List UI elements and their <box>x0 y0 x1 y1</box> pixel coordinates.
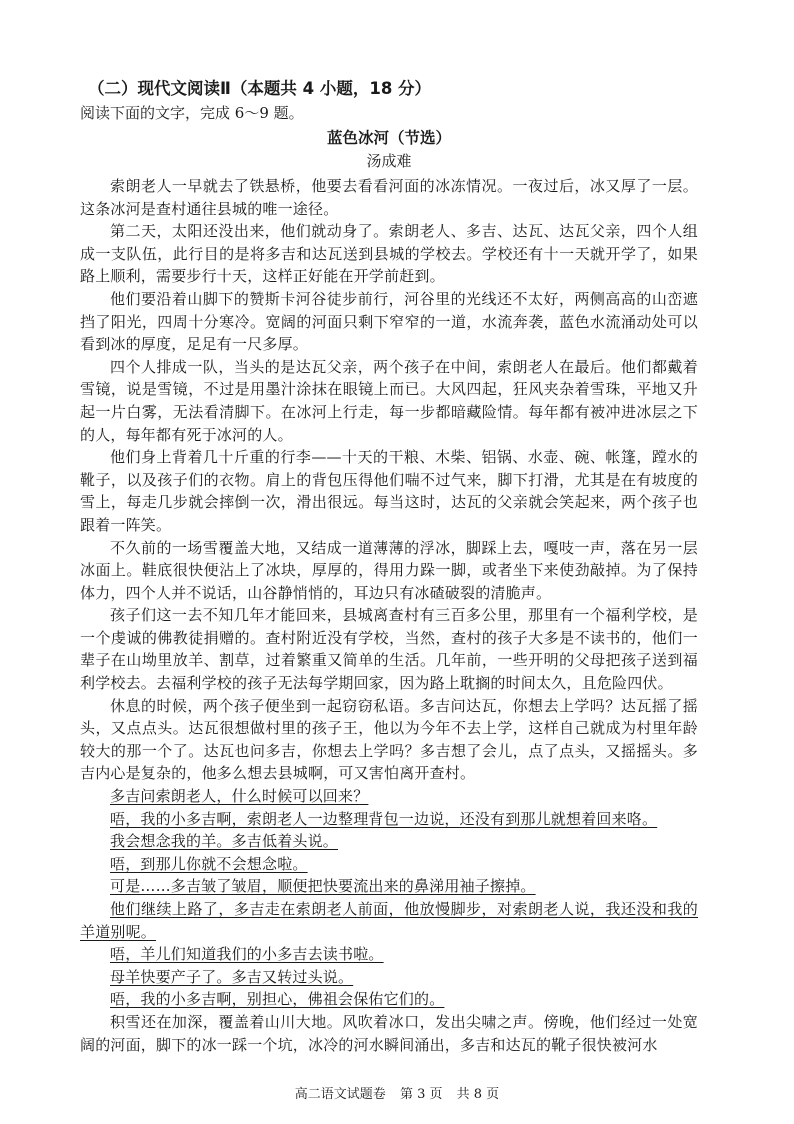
page-footer <box>0 1086 794 1104</box>
dialogue-line <box>80 898 698 943</box>
paragraph: 孩子们这一去不知几年才能回来，县城离查村有三百多公里，那里有一个福利学校，是一个虔诚的佛教徒捐赠的。查村附近没有学校，当然，查村的孩子大多是不读书的，他们一辈子在山坳里放羊、割草，过着繁重又简单的生活。几年前，一些开明的父母把孩子送到福利学校去。去福利学校的孩子无法每学期回家，因为路上耽搁的时间太久，且危险四伏。 <box>80 606 698 693</box>
dialogue-line <box>80 830 698 853</box>
paragraph: 第二天，太阳还没出来，他们就动身了。索朗老人、多吉、达瓦、达瓦父亲，四个人组成一支队伍，此行目的是将多吉和达瓦送到县城的学校去。学校还有十一天就开学了，如果路上顺利，需要步行十天，这样正好能在开学前赶到。 <box>80 222 698 286</box>
underlined-text: 唔，羊儿们知道我们的小多吉去读书啦。 <box>110 945 384 964</box>
paragraph: 四个人排成一队，当头的是达瓦父亲，两个孩子在中间，索朗老人在最后。他们都戴着雪镜，说是雪镜，不过是用墨汁涂抹在眼镜上而已。大风四起，狂风夹杂着雪珠，平地又升起一片白雾，无法看清脚下。在冰河上行走，每一步都暗藏险情。每年都有被冲进冰层之下的人，每年都有死于冰河的人。 <box>80 357 698 444</box>
footer-page-number: 第 3 页 <box>399 1087 443 1102</box>
underlined-text: 母羊快要产子了。多吉又转过头说。 <box>110 967 354 986</box>
underlined-text: 唔，到那儿你就不会想念啦。 <box>110 854 308 873</box>
paragraph: 积雪还在加深，覆盖着山川大地。风吹着冰口，发出尖啸之声。傍晚，他们经过一处宽阔的河面，脚下的冰一踩一个坑，冰冷的河水瞬间涌出，多吉和达瓦的靴子很快被河水 <box>80 1012 698 1054</box>
paragraph: 他们身上背着几十斤重的行李——十天的干粮、木柴、铝锅、水壶、碗、帐篷，蹚水的靴子，以及孩子们的衣物。肩上的背包压得他们喘不过气来，脚下打滑，尤其是在有坡度的雪上，每走几步就会摔倒一次，滑出很远。每当这时，达瓦的父亲就会笑起来，两个孩子也跟着一阵笑。 <box>80 448 698 534</box>
paragraph: 不久前的一场雪覆盖大地，又结成一道薄薄的浮冰，脚踩上去，嘎吱一声，落在另一层冰面上。鞋底很快便沾上了冰块，厚厚的，得用力跺一脚，或者坐下来使劲敲掉。为了保持体力，四个人并不说话，山谷静悄悄的，耳边只有冰碴破裂的清脆声。 <box>80 538 698 602</box>
dialogue-line <box>80 808 698 831</box>
dialogue-line <box>80 875 698 898</box>
paragraph: 索朗老人一早就去了铁悬桥，他要去看看河面的冰冻情况。一夜过后，冰又厚了一层。这条冰河是查村通往县城的唯一途径。 <box>80 177 698 218</box>
article-author: 汤成难 <box>366 152 412 170</box>
section-heading: （二）现代文阅读Ⅱ（本题共 4 小题，18 分） <box>88 79 432 98</box>
dialogue-line <box>80 966 698 989</box>
dialogue-line <box>80 943 698 966</box>
footer-total-pages: 共 8 页 <box>456 1087 500 1102</box>
underlined-text: 可是……多吉皱了皱眉，顺便把快要流出来的鼻涕用袖子擦掉。 <box>110 877 536 896</box>
footer-exam-name: 高二语文试题卷 <box>294 1087 386 1102</box>
underlined-text: 多吉问索朗老人，什么时候可以回来？ <box>110 787 369 806</box>
underlined-text: 他们继续上路了，多吉走在索朗老人前面，他放慢脚步，对索朗老人说，我还没和我的羊道别呢。 <box>80 900 698 941</box>
underlined-text: 我会想念我的羊。多吉低着头说。 <box>110 832 339 851</box>
reading-instruction: 阅读下面的文字，完成 6～9 题。 <box>80 104 304 122</box>
underlined-text: 唔，我的小多吉啊，索朗老人一边整理背包一边说，还没有到那儿就想着回来咯。 <box>110 809 658 828</box>
dialogue-line <box>80 988 698 1011</box>
article-title: 蓝色冰河（节选） <box>326 129 451 147</box>
article-body <box>80 175 698 1056</box>
paragraph: 休息的时候，两个孩子便坐到一起窃窃私语。多吉问达瓦，你想去上学吗？达瓦摇了摇头，又点点头。达瓦很想做村里的孩子王，他以为今年不去上学，这样自己就成为村里年龄较大的那一个了。达瓦也问多吉，你想去上学吗？多吉想了会儿，点了点头，又摇摇头。多吉内心是复杂的，他多么想去县城啊，可又害怕离开查村。 <box>80 696 698 783</box>
paragraph: 他们要沿着山脚下的赞斯卡河谷徒步前行，河谷里的光线还不太好，两侧高高的山峦遮挡了阳光，四周十分寒冷。宽阔的河面只剩下窄窄的一道，水流奔袭，蓝色水流涌动处可以看到冰的厚度，足足有一尺多厚。 <box>80 289 698 354</box>
dialogue-line <box>80 785 698 808</box>
dialogue-line <box>80 853 698 876</box>
underlined-text: 唔，我的小多吉啊，别担心，佛祖会保佑它们的。 <box>110 990 445 1009</box>
